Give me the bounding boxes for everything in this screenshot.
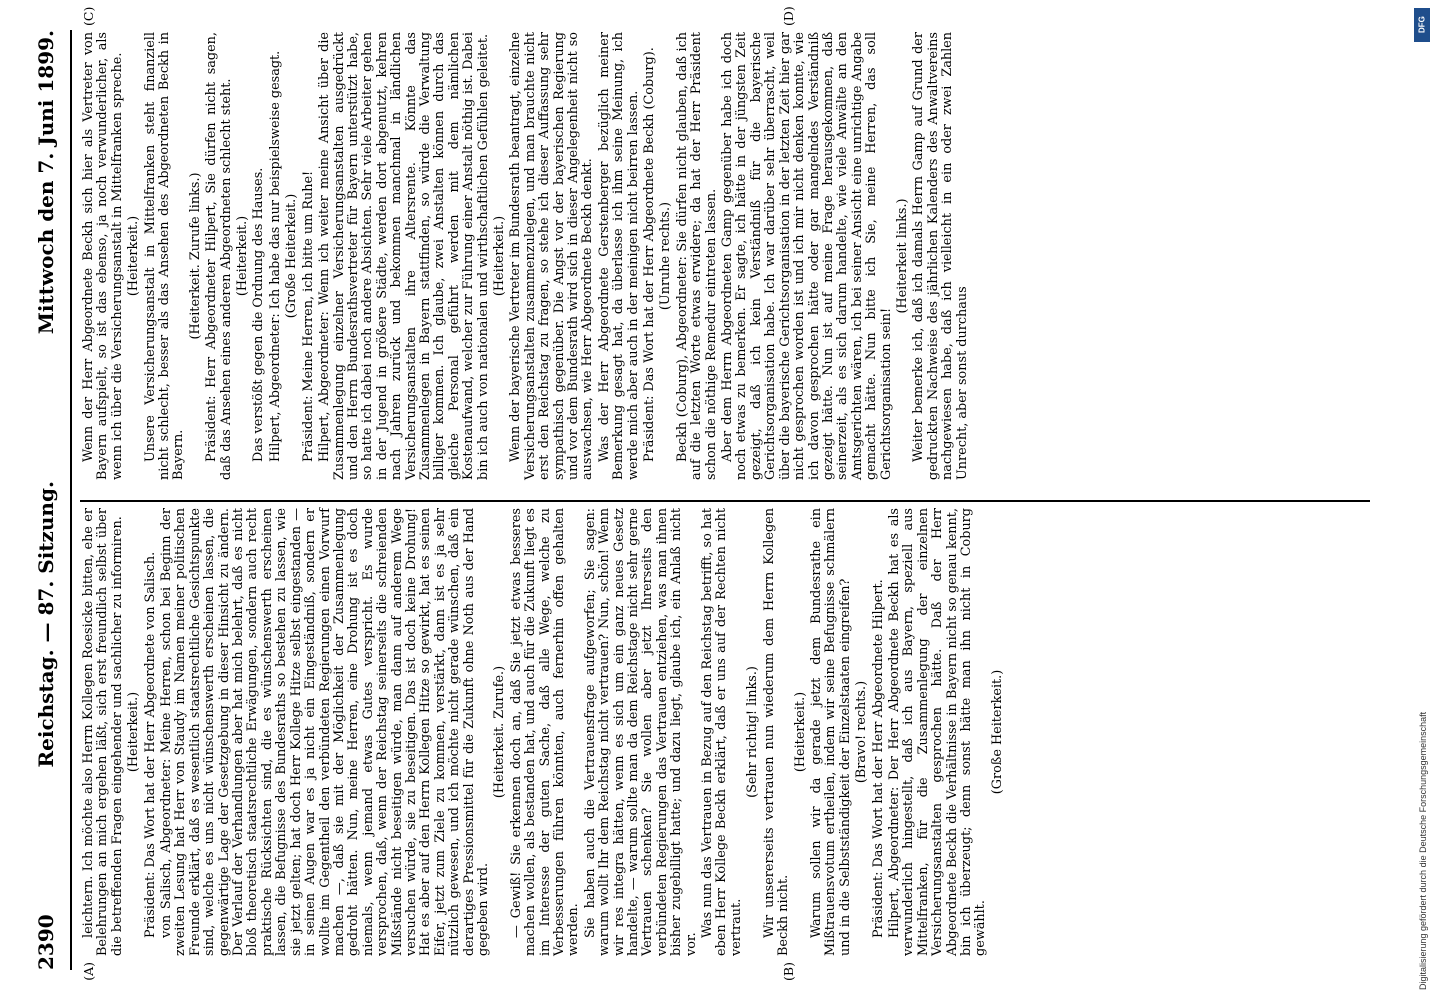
paragraph: Wenn der bayerische Vertreter im Bundesrath beantragt, einzelne Versicherungsanstalten zusammenzulegen, und man brauchte nicht erst den Reichstag zu fragen, so stehe ich dieser Auffassung sehr sympathisch gegenüber. Die Angst vor der bayerischen Regierung und vor dem Bundesrath wird sich in dieser Angelegenheit nicht so auswachsen, wie Herr Abgeordnete Beckh denkt.	[508, 32, 596, 480]
paragraph: (Große Heiterkeit.)	[989, 669, 1005, 795]
session-date: Mittwoch den 7. Juni 1899.	[34, 30, 58, 335]
session-title: Reichstag. — 87. Sitzung.	[34, 481, 58, 768]
paragraph: Hilpert, Abgeordneter: Der Herr Abgeordnete Beckh hat es als verwunderlich hingestellt, daß ich aus Bayern, speziell aus Mittelfranken, für die Zusammenlegung der einzelnen Versicherungsanstalten gesprochen hätte. Daß der Herr Abgeordnete Beckh die Verhältnisse in Bayern nicht so genau kennt, bin ich überzeugt; denn sonst hätte man ihn nicht in Coburg gewählt.	[886, 508, 989, 956]
paragraph: Präsident: Meine Herren, ich bitte um Ruhe!	[300, 170, 316, 462]
paragraph: Wir unsererseits vertrauen nun wiederum dem Herrn Kollegen Beckh nicht.	[761, 508, 792, 956]
header-rule	[70, 30, 72, 970]
paragraph: leichtern. Ich möchte also Herrn Kollegen Roesicke bitten, ehe er Belehrungen an mich ergehen läßt, sich erst freundlich selbst über die betreffenden Fragen eingehender und sachlicher zu informiren.	[81, 508, 125, 956]
paragraph: Wenn der Herr Abgeordnete Beckh sich hier als Vertreter von Bayern aufspielt, so ist das ebenso, ja noch verwunderlicher, als wenn ich über die Versicherungsanstalt in Mittelfranken spreche.	[81, 32, 125, 480]
paragraph: Aber dem Herrn Abgeordneten Gamp gegenüber habe ich doch noch etwas zu bemerken. Er sagte, ich hätte in der jüngsten Zeit gezeigt, daß ich kein Verständniß für die bayerische Gerichtsorganisation habe. Ich war darüber sehr überrascht, weil über die bayerische Gerichtsorganisation in der letzten Zeit hier gar nicht gesprochen worden ist und ich mir nicht denken konnte, wie ich davon gesprochen hätte oder gar mangelndes Verständniß gezeigt hätte. Nun ist auf meine Frage herausgekommen, daß seinerzeit, als es sich darum handelte, wie viele Anwälte an den Amtsgerichten wären, ich bei seiner Ansicht eine unrichtige Angabe gemacht hätte. Nun bitte ich Sie, meine Herren, das soll Gerichtsorganisation sein!	[720, 32, 894, 480]
paragraph: (Heiterkeit. Zurufe links.)	[187, 172, 203, 340]
margin-marker-a: (A)	[81, 962, 96, 981]
paragraph: Präsident: Herr Abgeordneter Hilpert, Sie dürfen nicht sagen, daß das Ansehen eines anderen Abgeordneten schlecht steht.	[204, 32, 234, 480]
paragraph: Präsident: Das Wort hat der Herr Abgeordnete Beckh (Coburg).	[642, 47, 658, 462]
paragraph: Unsere Versicherungsanstalt in Mittelfranken steht finanziell nicht schlecht, besser als das Ansehen des Abgeordneten Beckh in Bayern.	[142, 32, 187, 480]
paragraph: Was der Herr Abgeordnete Gerstenberger bezüglich meiner Bemerkung gesagt hat, da überlasse ich ihm seine Meinung, ich werde mich aber auch in der meinigen nicht beirren lassen.	[596, 32, 641, 480]
paragraph: Was nun das Vertrauen in Bezug auf den Reichstag betrifft, so hat eben Herr Kollege Beckh erklärt, daß er uns auf der Rechten nicht vertraut.	[700, 508, 744, 956]
paragraph: Hilpert, Abgeordneter: Wenn ich weiter meine Ansicht über die Zusammenlegung einzelner Versicherungsanstalten ausgedrückt und den Herrn Bundesrathsvertreter für Bayern unterstützt habe, so hatte ich dabei noch andere Absichten. Sehr viele Arbeiter gehen in der Jugend in größere Städte, werden dort abgenutzt, kehren nach Jahren zurück und bekommen manchmal in ländlichen Versicherungsanstalten ihre Altersrente. Könnte das Zusammenlegen in Bayern stattfinden, so würde die Verwaltung billiger kommen. Ich glaube, zwei Anstalten können durch das gleiche Personal geführt werden mit dem nämlichen Kostenaufwand, welcher zur Führung einer Anstalt nöthig ist. Dabei bin ich auch von nationalen und wirthschaftlichen Gefühlen geleitet.	[317, 32, 491, 480]
paragraph: Weiter bemerke ich, daß ich damals Herrn Gamp auf Grund der gedruckten Nachweise des jährlichen Kalenders des Anwaltvereins nachgewiesen habe, daß ich vielleicht in ein oder zwei Zahlen Unrecht, aber sonst durchaus	[911, 32, 970, 480]
dfg-logo: DFG	[1414, 8, 1430, 42]
paragraph: (Heiterkeit. Zurufe.)	[492, 665, 508, 799]
page-number: 2390	[34, 914, 58, 970]
paragraph: Hilpert, Abgeordneter: Ich habe das nur beispielsweise gesagt.	[267, 50, 283, 462]
paragraph: (Unruhe rechts.)	[658, 201, 674, 311]
paragraph: (Heiterkeit.)	[235, 215, 251, 297]
paragraph: Präsident: Das Wort hat der Herr Abgeordnete von Salisch.	[142, 551, 158, 938]
digitization-note: Digitalisierung gefördert durch die Deutsche Forschungsgemeinschaft	[1418, 711, 1428, 990]
paragraph: — Gewiß! Sie erkennen doch an, daß Sie jetzt etwas besseres machen wollen, als bestanden hat, und auch für die Zukunft liegt es im Interesse der guten Sache, daß alle Wege, welche zu Verbesserungen führen könnten, auch fernerhin offen gehalten werden.	[508, 508, 582, 956]
paragraph: Präsident: Das Wort hat der Herr Abgeordnete Hilpert.	[870, 579, 886, 938]
right-column	[81, 6, 972, 480]
paragraph: Das verstößt gegen die Ordnung des Hauses.	[251, 167, 267, 462]
paragraph: (Heiterkeit.)	[126, 691, 142, 773]
margin-marker-d: (D)	[781, 6, 796, 26]
margin-marker-b: (B)	[781, 962, 796, 981]
paragraph: (Heiterkeit.)	[126, 215, 142, 297]
paragraph: (Heiterkeit.)	[792, 691, 808, 773]
paragraph: (Heiterkeit links.)	[894, 198, 910, 314]
paragraph: (Sehr richtig! links.)	[745, 666, 761, 798]
paragraph: Sie haben auch die Vertrauensfrage aufgeworfen; Sie sagen: warum wollt Ihr dem Reichstag nicht vertrauen? Nun, schön! Wenn wir res integra hätten, wenn es sich um ein ganz neues Gesetz handelte, — warum sollte man da dem Reichstage nicht sehr gerne Vertrauen schenken? Sie wollen aber jetzt Ihrerseits den verbündeten Regierungen das Vertrauen entziehen, was man ihnen bisher zugebilligt hatte; und dazu liegt, glaube ich, ein Anlaß nicht vor.	[582, 508, 699, 956]
column-divider	[80, 500, 1370, 502]
left-column	[81, 508, 1007, 981]
paragraph: von Salisch, Abgeordneter: Meine Herren, schon bei Beginn der zweiten Lesung hat Herr von Staudy im Namen meiner politischen Freunde erklärt, daß es wesentlich staatsrechtliche Gesichtspunkte sind, welche es uns nicht wünschenswerth erscheinen lassen, die gegenwärtige Lage der Gesetzgebung in dieser Hinsicht zu ändern. Der Verlauf der Verhandlungen aber hat mich belehrt, daß es nicht bloß theoretisch staatsrechtliche Erwägungen, sondern auch recht praktische Rücksichten sind, die es wünschenswerth erscheinen lassen, die Befugnisse des Bundesraths so bestehen zu lassen, wie sie jetzt gelten; hat doch Herr Kollege Hitze selbst eingestanden — in seinen Augen war es ja nicht ein Eingeständniß, sondern er wollte im Gegentheil den verbündeten Regierungen einen Vorwurf machen —, daß sie mit der Möglichkeit der Zusammenlegung gedroht hätten. Nun, meine Herren, eine Drohung ist es doch niemals, wenn jemand etwas Gutes verspricht. Es wurde versprochen, daß, wenn der Reichstag seinerseits die schreienden Mißstände nicht beseitigen würde, man dann auf anderem Wege versuchen würde, sie zu beseitigen. Das ist doch keine Drohung! Hat es aber auf den Herrn Kollegen Hitze so gewirkt, hat es seinen Eifer, jetzt zum Ziele zu kommen, verstärkt, dann ist es ja sehr nützlich gewesen, und ich möchte nicht gerade wünschen, daß ein derartiges Pressionsmittel für die Zukunft ohne Noth aus der Hand gegeben wird.	[159, 508, 491, 956]
paragraph: Beckh (Coburg), Abgeordneter: Sie dürfen nicht glauben, daß ich auf die letzten Worte etwas erwidere; da hat der Herr Präsident schon die nöthige Remedur eintreten lassen.	[674, 32, 719, 480]
paragraph: (Große Heiterkeit.)	[284, 193, 300, 319]
paragraph: Warum sollen wir da gerade jetzt dem Bundesrathe ein Mißtrauensvotum ertheilen, indem wir seine Befugnisse schmälern und in die Selbstständigkeit der Einzelstaaten eingreifen?	[808, 508, 853, 956]
paragraph: (Bravo! rechts.)	[854, 680, 870, 784]
paragraph: (Heiterkeit.)	[491, 215, 507, 297]
margin-marker-c: (C)	[81, 6, 96, 26]
page-header	[28, 30, 58, 970]
